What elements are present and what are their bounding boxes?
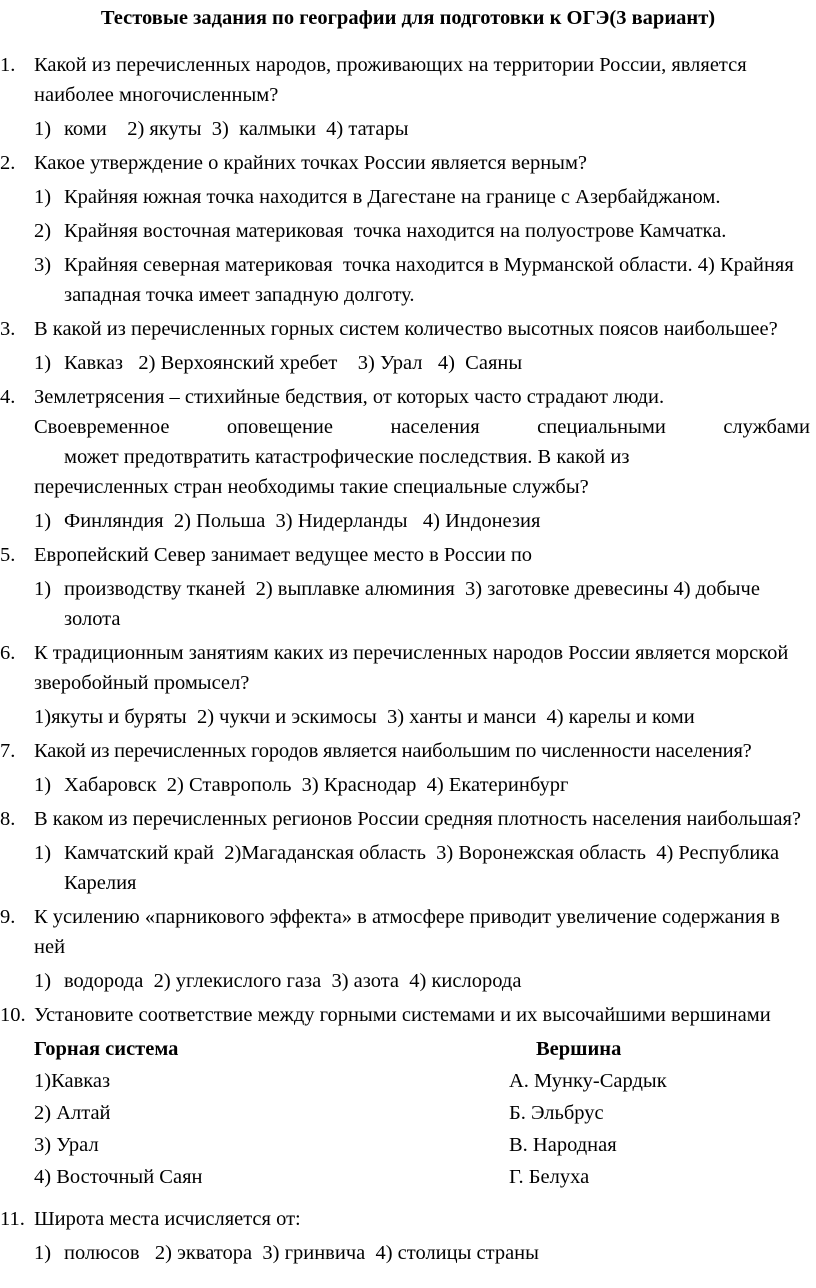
option-text: полюсов 2) экватора 3) гринвича 4) столицы страны bbox=[64, 1242, 539, 1264]
question-11 bbox=[0, 1204, 816, 1234]
row-mountain-system: 3) Урал bbox=[34, 1134, 99, 1156]
question-number: 8. bbox=[0, 808, 16, 830]
option-number: 1) bbox=[34, 1242, 52, 1264]
document-title: Тестовые задания по географии для подготовки к ОГЭ(3 вариант) bbox=[100, 7, 716, 29]
answer-option bbox=[0, 250, 816, 310]
question-text: В каком из перечисленных регионов России средняя плотность населения наибольшая? bbox=[34, 808, 801, 830]
answer-options bbox=[0, 770, 816, 800]
option-number: 1) bbox=[34, 578, 52, 600]
question-text: Какой из перечисленных народов, проживающих на территории России, является наиболее многочисленным? bbox=[34, 54, 747, 106]
question-text: Какое утверждение о крайних точках России является верным? bbox=[34, 152, 588, 174]
option-text: Кавказ 2) Верхоянский хребет 3) Урал 4) Саяны bbox=[64, 352, 523, 374]
row-mountain-system: 1)Кавказ bbox=[34, 1070, 111, 1092]
table-row bbox=[0, 1098, 816, 1130]
question-8 bbox=[0, 804, 816, 834]
option-number: 1) bbox=[34, 186, 52, 208]
question-number: 5. bbox=[0, 544, 16, 566]
question-text: В какой из перечисленных горных систем количество высотных поясов наибольшее? bbox=[34, 318, 778, 340]
question-text: Какой из перечисленных городов является наибольшим по численности населения? bbox=[34, 740, 752, 762]
question-1 bbox=[0, 50, 816, 110]
question-number: 7. bbox=[0, 740, 16, 762]
question-number: 2. bbox=[0, 152, 16, 174]
answer-options bbox=[0, 114, 816, 144]
question-line-1: Землетрясения – стихийные бедствия, от которых часто страдают люди. bbox=[34, 386, 665, 408]
question-5 bbox=[0, 540, 816, 570]
question-text: Установите соответствие между горными системами и их высочайшими вершинами bbox=[34, 1004, 771, 1026]
answer-options bbox=[0, 702, 816, 732]
option-number: 1) bbox=[34, 774, 52, 796]
option-text: Камчатский край 2)Магаданская область 3) Воронежская область 4) Республика Карелия bbox=[64, 842, 785, 894]
answer-options bbox=[0, 966, 816, 996]
question-4 bbox=[0, 382, 816, 502]
question-10 bbox=[0, 1000, 816, 1030]
question-6 bbox=[0, 638, 816, 698]
answer-options bbox=[0, 506, 816, 536]
question-number: 9. bbox=[0, 906, 16, 928]
question-number: 1. bbox=[0, 54, 16, 76]
option-number: 3) bbox=[34, 254, 52, 276]
row-peak: Б. Эльбрус bbox=[509, 1102, 604, 1124]
column-header-peak: Вершина bbox=[536, 1038, 622, 1060]
question-number: 11. bbox=[0, 1208, 25, 1230]
question-line-4: перечисленных стран необходимы такие специальные службы? bbox=[34, 476, 589, 498]
row-peak: Г. Белуха bbox=[509, 1166, 590, 1188]
option-text: Крайняя восточная материковая точка находится на полуострове Камчатка. bbox=[64, 220, 727, 242]
option-number: 2) bbox=[34, 220, 52, 242]
column-header-mountain-system: Горная система bbox=[34, 1038, 179, 1060]
answer-option bbox=[0, 182, 816, 212]
table-row bbox=[0, 1130, 816, 1162]
option-number: 1) bbox=[34, 510, 52, 532]
row-mountain-system: 2) Алтай bbox=[34, 1102, 111, 1124]
option-number: 1) bbox=[34, 118, 52, 140]
table-row bbox=[0, 1162, 816, 1194]
question-number: 10. bbox=[0, 1004, 26, 1026]
option-text: коми 2) якуты 3) калмыки 4) татары bbox=[64, 118, 409, 140]
row-mountain-system: 4) Восточный Саян bbox=[34, 1166, 203, 1188]
question-2 bbox=[0, 148, 816, 178]
answer-options bbox=[0, 838, 816, 898]
option-text: производству тканей 2) выплавке алюминия 3) заготовке древесины 4) добыче золота bbox=[64, 578, 766, 630]
option-number: 1) bbox=[34, 970, 52, 992]
option-text: Финляндия 2) Польша 3) Нидерланды 4) Индонезия bbox=[64, 510, 541, 532]
question-number: 6. bbox=[0, 642, 16, 664]
questions-list bbox=[0, 50, 816, 1268]
question-9 bbox=[0, 902, 816, 962]
matching-table bbox=[0, 1034, 816, 1188]
answer-option bbox=[0, 216, 816, 246]
question-text: К традиционным занятиям каких из перечисленных народов России является морской зверобойный промысел? bbox=[34, 642, 789, 694]
question-line-3: может предотвратить катастрофические последствия. В какой из bbox=[64, 446, 630, 468]
answer-options bbox=[0, 348, 816, 378]
question-number: 3. bbox=[0, 318, 16, 340]
option-number: 1) bbox=[34, 352, 52, 374]
question-text: Европейский Север занимает ведущее место в России по bbox=[34, 544, 533, 566]
question-text: Широта места исчисляется от: bbox=[34, 1208, 301, 1230]
question-line-2: Своевременное оповещение населения специальными службами bbox=[34, 416, 810, 438]
option-text: водорода 2) углекислого газа 3) азота 4) кислорода bbox=[64, 970, 522, 992]
option-text: Крайняя северная материковая точка находится в Мурманской области. 4) Крайняя западная точка имеет западную долготу. bbox=[64, 254, 799, 306]
question-number: 4. bbox=[0, 386, 16, 408]
row-peak: А. Мунку-Сардык bbox=[509, 1070, 667, 1092]
answer-options bbox=[0, 574, 816, 634]
table-row bbox=[0, 1066, 816, 1098]
question-3 bbox=[0, 314, 816, 344]
option-text: Хабаровск 2) Ставрополь 3) Краснодар 4) Екатеринбург bbox=[64, 774, 569, 796]
option-number: 1) bbox=[34, 842, 52, 864]
answer-options bbox=[0, 1238, 816, 1268]
question-text: К усилению «парникового эффекта» в атмосфере приводит увеличение содержания в ней bbox=[34, 906, 780, 958]
option-text: Крайняя южная точка находится в Дагестане на границе с Азербайджаном. bbox=[64, 186, 721, 208]
question-7 bbox=[0, 736, 816, 766]
option-text: 1)якуты и буряты 2) чукчи и эскимосы 3) ханты и манси 4) карелы и коми bbox=[34, 706, 695, 728]
row-peak: В. Народная bbox=[509, 1134, 617, 1156]
